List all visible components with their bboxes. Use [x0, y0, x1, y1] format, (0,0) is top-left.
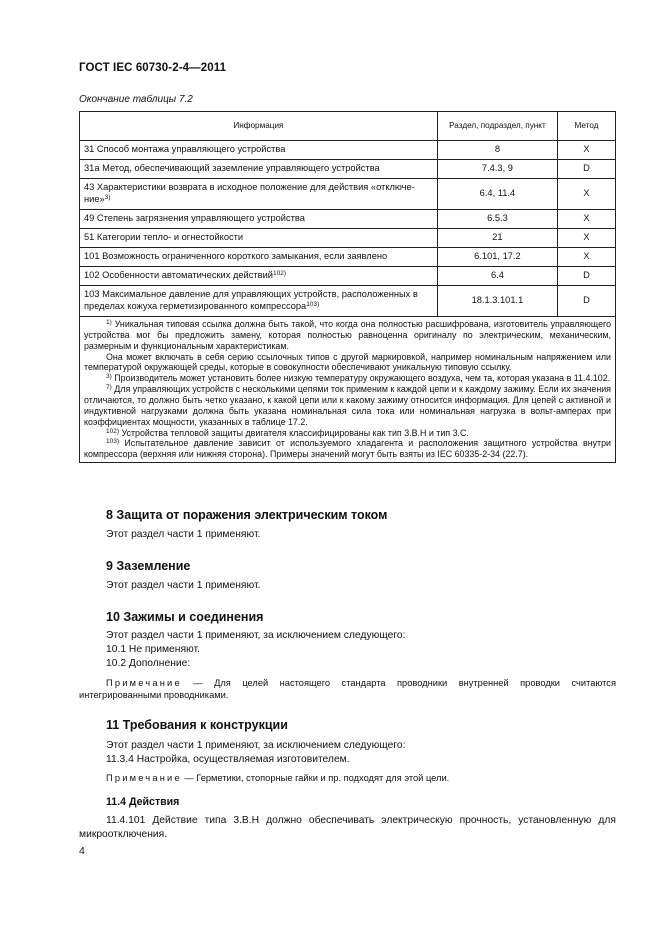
section-9-text: Этот раздел части 1 применяют.: [106, 580, 261, 591]
section-11-text: Этот раздел части 1 применяют, за исключением следующего:: [106, 740, 406, 751]
table-row: [80, 248, 616, 267]
note-label: Примечание: [106, 773, 182, 783]
subsection-11-4-text: 11.4.101 Действие типа 3.В.Н должно обеспечивать электрическую прочность, установленную для микроотключения.: [79, 815, 616, 841]
section-10-1: 10.1 Не применяют.: [106, 644, 200, 655]
footnote: $^{103)}$ Испытательное давление зависит от используемого хладагента и расположения защитного устройства внутри компрессора (верхняя или нижняя сторона). Примеры значений могут быть взяты из IEC 60335-2-34 (22.7).: [84, 438, 612, 460]
cell-info: 101 Возможность ограниченного короткого замыкания, если заявлено: [80, 248, 438, 267]
section-9-title: 9 Заземление: [106, 559, 191, 573]
cell-method: D: [558, 286, 616, 317]
table-row: [80, 210, 616, 229]
cell-method: X: [558, 210, 616, 229]
cell-section: 6.101, 17.2: [437, 248, 557, 267]
section-11-3-4: 11.3.4 Настройка, осуществляемая изготовителем.: [106, 754, 350, 765]
cell-section: 21: [437, 229, 557, 248]
table-row: [80, 160, 616, 179]
section-10-2: 10.2 Дополнение:: [106, 658, 191, 669]
footnote: $^{102)}$ Устройства тепловой защиты двигателя классифицированы как тип 3.В.Н и тип 3.С.: [106, 427, 469, 438]
subsection-11-4-title: 11.4 Действия: [106, 796, 180, 808]
section-8-title: 8 Защита от поражения электрическим током: [106, 508, 388, 522]
cell-info: 31 Способ монтажа управляющего устройства: [80, 141, 438, 160]
cell-method: X: [558, 179, 616, 210]
cell-method: X: [558, 229, 616, 248]
section-11-note: [79, 772, 616, 784]
document-header: ГОСТ IEC 60730-2-4—2011: [79, 62, 227, 74]
table-header-row: [80, 112, 616, 141]
table-row: [80, 141, 616, 160]
table-caption: Окончание таблицы 7.2: [79, 94, 193, 105]
cell-method: D: [558, 160, 616, 179]
cell-info: 103 Максимальное давление для управляющих устройств, расположенных в пределах кожуха герметизированного компрессора$^{103)}$: [80, 286, 438, 317]
table-notes-row: [80, 317, 616, 463]
cell-method: X: [558, 248, 616, 267]
info-table: [79, 111, 616, 463]
col-header-section: Раздел, подраздел, пункт: [437, 112, 557, 141]
footnote-ref: 3): [104, 194, 111, 201]
cell-section: 6.5.3: [437, 210, 557, 229]
cell-section: 6.4: [437, 267, 557, 286]
col-header-method: Метод: [558, 112, 616, 141]
section-10-note: [79, 677, 616, 701]
section-8-text: Этот раздел части 1 применяют.: [106, 529, 261, 540]
section-10-text: Этот раздел части 1 применяют, за исключением следующего:: [106, 630, 406, 641]
cell-section: 8: [437, 141, 557, 160]
cell-info: 31а Метод, обеспечивающий заземление управляющего устройства: [80, 160, 438, 179]
cell-section: 7.4.3, 9: [437, 160, 557, 179]
footnote: $^{7)}$ Для управляющих устройств с несколькими цепями ток применим к каждой цепи и к каждому зажиму. Если их значения отличаются, то должно быть четко указано, к какой цепи или к какому зажиму относится информация. Для цепей с активной и индуктивной нагрузками должна быть указана номинальная сила тока или номинальная нагрузка в вольт-амперах при коэффициентах мощности, указанных в таблице 17.2.: [84, 384, 611, 427]
cell-info: 49 Степень загрязнения управляющего устройства: [80, 210, 438, 229]
table-row: [80, 229, 616, 248]
page-number: 4: [79, 845, 85, 857]
col-header-info: Информация: [80, 112, 438, 141]
section-10-title: 10 Зажимы и соединения: [106, 610, 264, 624]
note-text: — Для целей настоящего стандарта проводники внутренней проводки считаются интегрированными проводниками.: [79, 678, 616, 701]
cell-method: D: [558, 267, 616, 286]
table-footnotes: [80, 317, 616, 463]
note-text: — Герметики, стопорные гайки и пр. подходят для этой цели.: [181, 773, 450, 783]
cell-info: 102 Особенности автоматических действий$^{102)}$: [80, 267, 438, 286]
footnote: $^{3)}$ Производитель может установить более низкую температуру окружающего воздуха, чем та, которая указана в 11.4.102.: [106, 373, 611, 384]
cell-method: X: [558, 141, 616, 160]
cell-section: 18.1.3.101.1: [437, 286, 557, 317]
table-row: [80, 267, 616, 286]
footnote-ref: 102): [272, 270, 286, 278]
footnote: $^{1)}$ Уникальная типовая ссылка должна быть такой, что когда она полностью расшифрована, изготовитель управляющего устройства мог бы предложить замену, которая полностью равноценна оригиналу по электрическим, механическим, размерным и функциональным характеристикам.: [84, 319, 611, 351]
footnote-ref: 103): [306, 301, 320, 308]
cell-info: 43 Характеристики возврата в исходное положение для действия «отключе-ние»$^{3)}$: [80, 179, 438, 210]
cell-info: 51 Категории тепло- и огнестойкости: [80, 229, 438, 248]
cell-section: 6.4, 11.4: [437, 179, 557, 210]
table-row: [80, 286, 616, 317]
table-row: [80, 179, 616, 210]
section-11-title: 11 Требования к конструкции: [106, 718, 288, 732]
note-label: Примечание: [106, 678, 182, 688]
footnote: Она может включать в себя серию ссылочных типов с другой маркировкой, например номинальным напряжением или температурой окружающей среды, которые в совокупности обеспечивают уникальную типовую ссылку.: [84, 351, 611, 373]
